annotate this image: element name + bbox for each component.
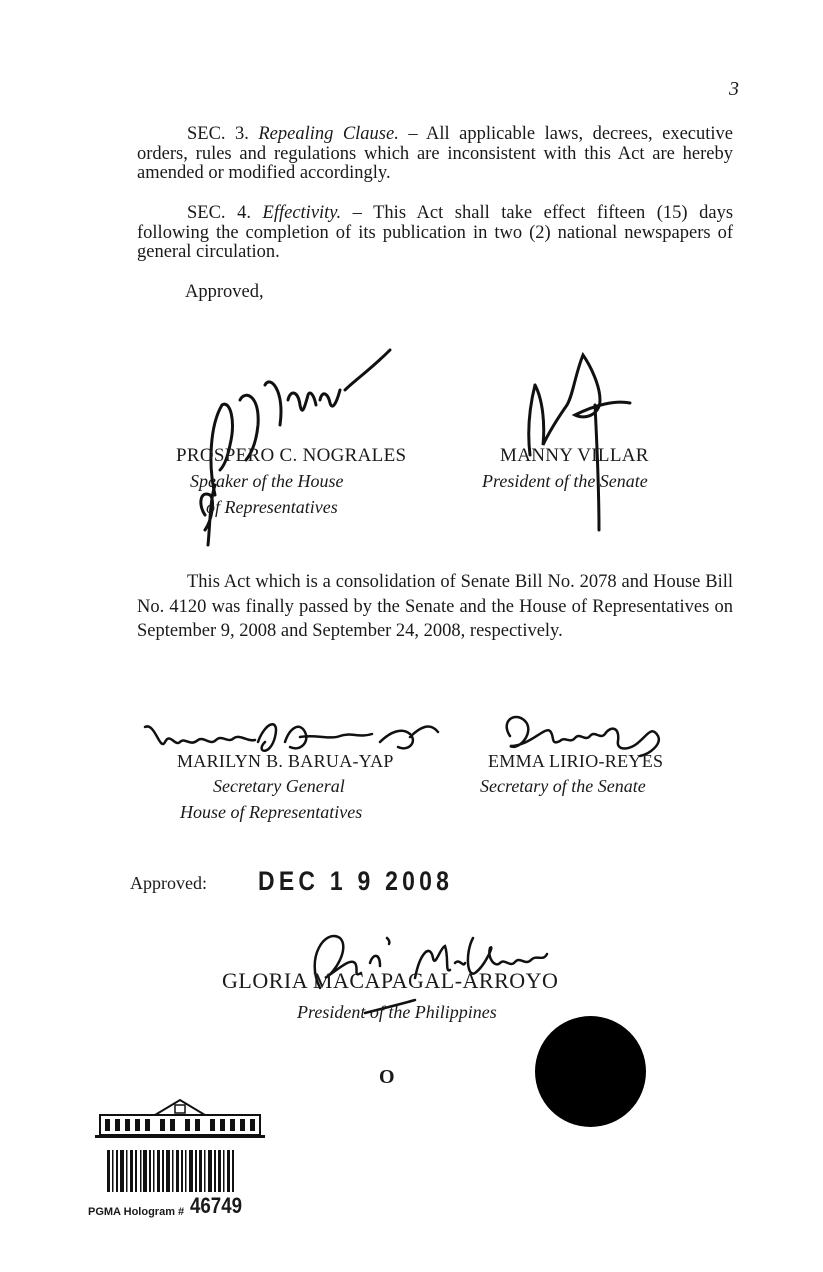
president-name: GLORIA MACAPAGAL-ARROYO [222,968,559,993]
approval-label: Approved: [130,873,207,893]
section-3-heading: SEC. 3. [187,124,249,144]
section-4-paragraph [137,204,733,263]
president-title: President of the Philippines [297,1002,497,1022]
speaker-title-line1: Speaker of the House [190,471,344,491]
black-seal [535,1016,646,1127]
senate-president-name: MANNY VILLAR [500,445,649,466]
speaker-title-line2: of Representatives [206,497,338,517]
senate-president-title: President of the Senate [482,471,648,491]
palace-building-icon [95,1095,265,1145]
senate-president-signature [505,345,645,535]
speaker-name: PROSPERO C. NOGRALES [176,445,407,466]
secretary-general-title-line2: House of Representatives [180,802,363,822]
senate-secretary-title: Secretary of the Senate [480,776,646,796]
barcode-icon [95,1150,240,1192]
section-3-text: – All applicable laws, decrees, executive orders, rules and regulations which are inconsistent with this Act are hereby amended or modified accordingly. [137,124,733,183]
end-mark: O [379,1066,395,1088]
page-number: 3 [729,78,739,100]
approved-intro: Approved, [185,282,264,302]
approval-date-stamp: DEC 1 9 2008 [258,866,454,896]
section-3-title: Repealing Clause. [258,124,399,144]
secretary-general-name: MARILYN B. BARUA-YAP [177,751,394,771]
section-4-text: – This Act shall take effect fifteen (15) days following the completion of its publication in two (2) national newspapers of general circulation. [137,203,734,262]
hologram-label: PGMA Hologram # [88,1206,185,1218]
section-4-title: Effectivity. [262,203,342,223]
section-4-heading: SEC. 4. [187,203,251,223]
passage-statement: This Act which is a consolidation of Senate Bill No. 2078 and House Bill No. 4120 was finally passed by the Senate and the House of Representatives on September 9, 2008 and September 24, 2008, respectively. [137,572,733,641]
secretary-general-title-line1: Secretary General [213,776,345,796]
hologram-number: 46749 [190,1193,243,1218]
section-3-paragraph [137,125,733,184]
senate-secretary-name: EMMA LIRIO-REYES [488,751,664,771]
